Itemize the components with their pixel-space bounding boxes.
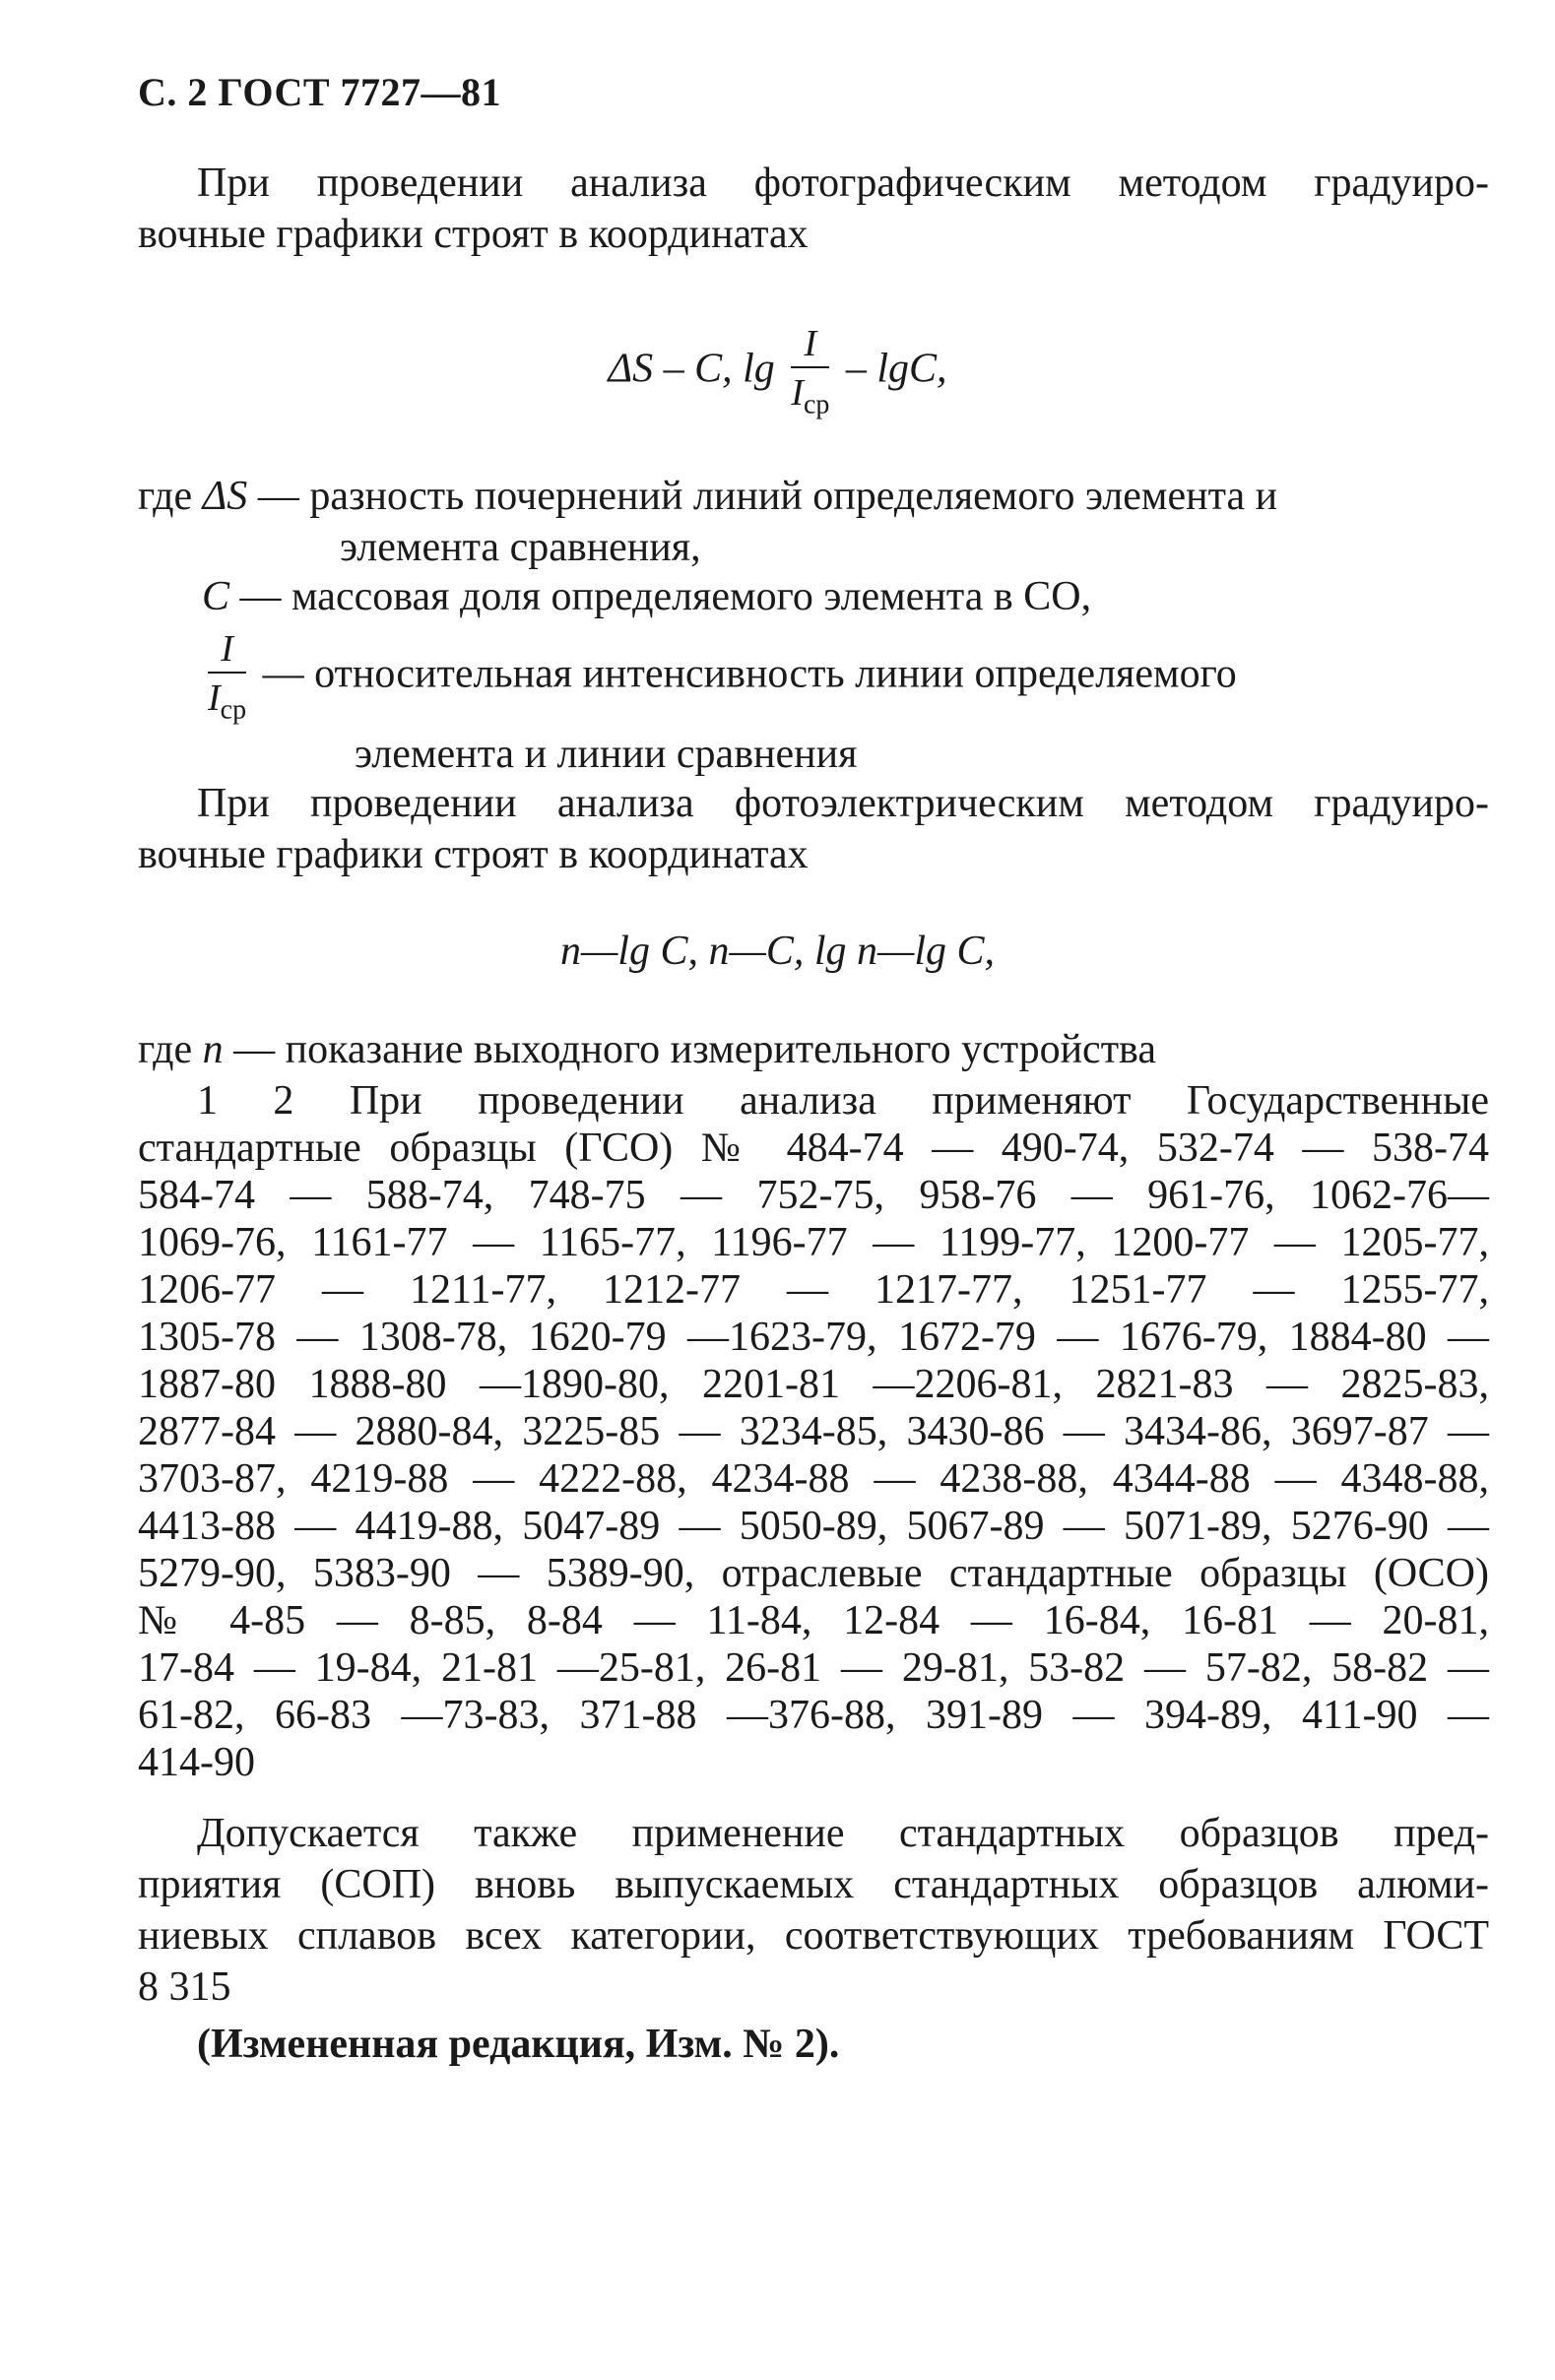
fraction-denominator — [791, 368, 829, 419]
paragraph-line: При проведении анализа фотографическим методом градуиро- — [197, 161, 1489, 206]
definition-c — [202, 571, 1091, 622]
definition-symbol: ΔS — [202, 474, 248, 519]
paragraph-line: 2877-84 — 2880-84, 3225-85 — 3234-85, 3430-86 — 3434-86, 3697-87 — — [138, 1409, 1489, 1454]
definition-symbol: n — [202, 1027, 224, 1072]
definition-ds — [138, 471, 1277, 522]
definition-text: — относительная интенсивность линии определяемого — [262, 651, 1237, 697]
definition-symbol: C — [202, 574, 230, 619]
paragraph-line: При проведении анализа фотоэлектрическим методом градуиро- — [197, 781, 1489, 826]
paragraph-line: 1069-76, 1161-77 — 1165-77, 1196-77 — 1199-77, 1200-77 — 1205-77, — [138, 1220, 1489, 1265]
definition-intro: где — [138, 474, 193, 519]
formula-photoelectric: n—lg C, n—C, lg n—lg C, — [559, 929, 996, 974]
definition-continuation: элемента и линии сравнения — [355, 732, 858, 777]
fraction-denominator-symbol: I — [791, 372, 804, 414]
fraction-denominator — [208, 674, 246, 725]
fraction — [791, 325, 829, 419]
definition-intro: где — [138, 1027, 193, 1072]
fraction-numerator: I — [791, 325, 829, 368]
definition-text: — разность почернений линий определяемого элемента и — [257, 474, 1278, 519]
fraction-denominator-symbol: I — [208, 677, 221, 719]
paragraph-line: 414-90 — [138, 1740, 255, 1785]
page-header: С. 2 ГОСТ 7727—81 — [138, 70, 502, 114]
paragraph-line: 3703-87, 4219-88 — 4222-88, 4234-88 — 4238-88, 4344-88 — 4348-88, — [138, 1456, 1489, 1502]
paragraph-line: вочные графики строят в координатах — [138, 212, 809, 257]
paragraph-line: 1 2 При проведении анализа применяют Государственные — [197, 1078, 1489, 1124]
paragraph-line: 1206-77 — 1211-77, 1212-77 — 1217-77, 1251-77 — 1255-77, — [138, 1267, 1489, 1313]
formula-part: ΔS – C, lg — [608, 346, 775, 392]
fraction-subscript: ср — [220, 694, 247, 726]
fraction-subscript: ср — [803, 389, 830, 420]
paragraph-line: 4413-88 — 4419-88, 5047-89 — 5050-89, 5067-89 — 5071-89, 5276-90 — — [138, 1504, 1489, 1549]
paragraph-line: вочные графики строят в координатах — [138, 832, 809, 877]
formula-photographic — [0, 325, 1555, 419]
formula-part: – lgC, — [845, 346, 947, 392]
paragraph-line: 1887-80 1888-80 —1890-80, 2201-81 —2206-81, 2821-83 — 2825-83, — [138, 1362, 1489, 1407]
paragraph-line: Допускается также применение стандартных образцов пред- — [197, 1811, 1489, 1856]
paragraph-line: 584-74 — 588-74, 748-75 — 752-75, 958-76 — 961-76, 1062-76— — [138, 1173, 1489, 1218]
paragraph-line: приятия (СОП) вновь выпускаемых стандартных образцов алюми- — [138, 1862, 1489, 1907]
paragraph-line: № 4-85 — 8-85, 8-84 — 11-84, 12-84 — 16-84, 16-81 — 20-81, — [138, 1598, 1489, 1643]
definition-n — [138, 1024, 1156, 1075]
paragraph-line: 1305-78 — 1308-78, 1620-79 —1623-79, 1672-79 — 1676-79, 1884-80 — — [138, 1315, 1489, 1360]
fraction — [208, 630, 246, 725]
paragraph-line: 5279-90, 5383-90 — 5389-90, отраслевые стандартные образцы (ОСО) — [138, 1551, 1489, 1596]
definition-text: — показание выходного измерительного устройства — [233, 1027, 1156, 1072]
paragraph-line: 61-82, 66-83 —73-83, 371-88 —376-88, 391-89 — 394-89, 411-90 — — [138, 1693, 1489, 1738]
definition-ratio — [202, 630, 1237, 725]
fraction-numerator: I — [208, 630, 246, 674]
definition-text: — массовая доля определяемого элемента в СО, — [239, 574, 1092, 619]
paragraph-line: 17-84 — 19-84, 21-81 —25-81, 26-81 — 29-81, 53-82 — 57-82, 58-82 — — [138, 1645, 1489, 1691]
definition-continuation: элемента сравнения, — [340, 525, 701, 570]
paragraph-line: ниевых сплавов всех категории, соответствующих требованиям ГОСТ — [138, 1913, 1489, 1959]
paragraph-line: стандартные образцы (ГСО) № 484-74 — 490-74, 532-74 — 538-74 — [138, 1126, 1489, 1171]
paragraph-line: 8 315 — [138, 1964, 231, 2010]
amendment-note: (Измененная редакция, Изм. № 2). — [197, 2022, 840, 2067]
